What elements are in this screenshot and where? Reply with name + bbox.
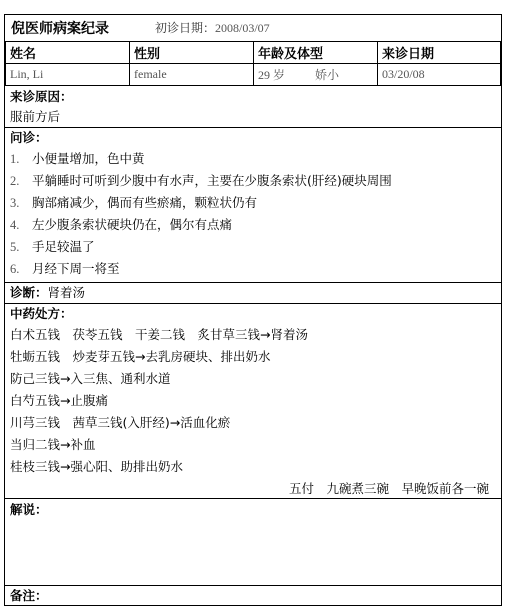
reason-section (5, 85, 501, 127)
dosage-instructions: 五付 九碗煮三碗 早晚饭前各一碗 (288, 481, 489, 496)
item-number: 5. (10, 240, 20, 254)
prescription-line: 川芎三钱 茜草三钱(入肝经)→活血化瘀 (10, 415, 231, 430)
age-build-cell (254, 64, 378, 86)
item-number: 3. (10, 196, 20, 210)
inquiry-item (5, 148, 501, 170)
item-text: 平躺睡时可听到少腹中有水声，主要在少腹条索状(肝经)硬块周围 (32, 173, 392, 188)
patient-info-value-row (6, 64, 501, 86)
inquiry-list (5, 148, 501, 280)
item-number: 4. (10, 218, 20, 232)
first-visit-label: 初诊日期： (155, 21, 216, 35)
prescription-section (5, 303, 501, 498)
item-number: 6. (10, 262, 20, 276)
prescription-line: 当归二钱→补血 (10, 437, 96, 452)
item-number: 2. (10, 174, 20, 188)
notes-label: 备注： (10, 588, 48, 603)
first-visit-value: 2008/03/07 (215, 21, 270, 35)
diagnosis-label: 诊断： (10, 285, 48, 300)
visit-date-value: 03/20/08 (378, 64, 501, 86)
visit-date-header: 来诊日期 (378, 42, 501, 64)
name-value: Lin, Li (6, 64, 130, 86)
prescription-line: 白芍五钱→止腹痛 (10, 393, 108, 408)
notes-section (5, 585, 501, 605)
age-value: 29 岁 (258, 68, 286, 82)
patient-info-header-row (6, 42, 501, 64)
prescription-line: 桂枝三钱→强心阳、助排出奶水 (10, 459, 183, 474)
item-text: 手足较温了 (32, 239, 95, 254)
prescription-label: 中药处方： (10, 306, 73, 321)
gender-header: 性别 (130, 42, 254, 64)
item-number: 1. (10, 152, 20, 166)
inquiry-item (5, 192, 501, 214)
item-text: 胸部痛减少，偶而有些瘀痛，颗粒状仍有 (32, 195, 258, 210)
diagnosis-section (5, 282, 501, 303)
explanation-section (5, 498, 501, 585)
inquiry-label: 问诊： (10, 130, 48, 145)
prescription-line: 牡蛎五钱 炒麦芽五钱→去乳房硬块、排出奶水 (10, 349, 271, 364)
first-visit-date (155, 19, 270, 36)
record-title: 倪医师病案纪录 (11, 21, 109, 37)
diagnosis-line (5, 283, 501, 303)
reason-label: 来诊原因： (10, 89, 73, 104)
inquiry-item (5, 258, 501, 280)
diagnosis-text: 肾着汤 (47, 285, 86, 300)
explanation-label: 解说： (10, 502, 48, 517)
item-text: 小便量增加，色中黄 (32, 151, 145, 166)
prescription-line: 防己三钱→入三焦、通利水道 (10, 371, 171, 386)
prescription-line: 白术五钱 茯苓五钱 干姜二钱 炙甘草三钱→肾着汤 (10, 327, 308, 342)
gender-value: female (130, 64, 254, 86)
name-header: 姓名 (6, 42, 130, 64)
inquiry-item (5, 170, 501, 192)
inquiry-item (5, 214, 501, 236)
inquiry-item (5, 236, 501, 258)
patient-info-table (5, 41, 501, 86)
item-text: 左少腹条索状硬块仍在，偶尔有点痛 (32, 217, 233, 232)
reason-text: 服前方后 (10, 109, 61, 124)
record-header (5, 15, 501, 41)
age-header: 年龄及体型 (254, 42, 378, 64)
medical-record-form (4, 14, 502, 606)
item-text: 月经下周一将至 (32, 261, 120, 276)
build-value: 娇小 (315, 68, 340, 82)
inquiry-section (5, 127, 501, 282)
